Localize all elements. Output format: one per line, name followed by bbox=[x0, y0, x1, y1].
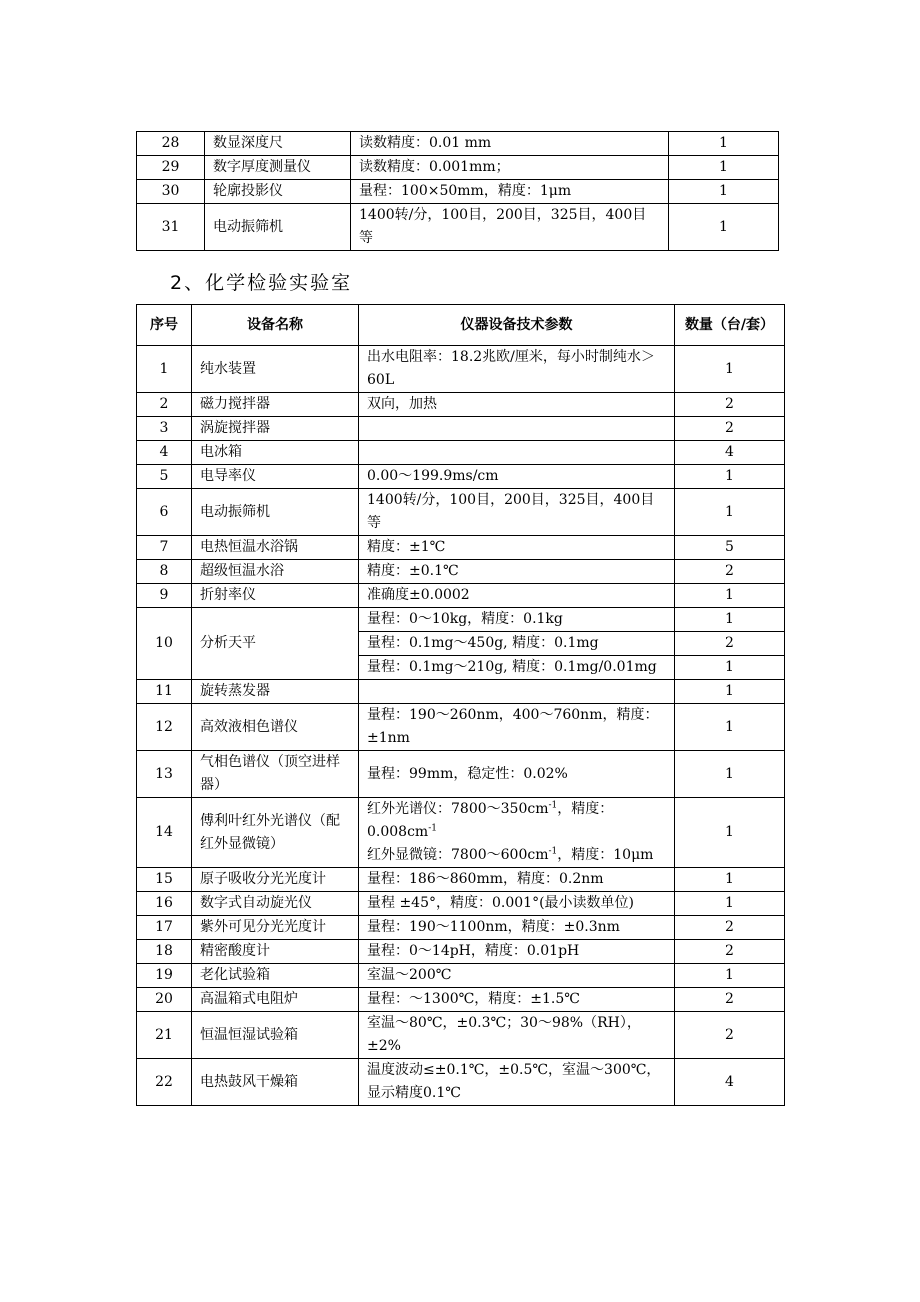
equipment-qty: 4 bbox=[675, 441, 785, 465]
equipment-spec: 读数精度：0.001mm； bbox=[351, 156, 669, 180]
equipment-name: 电动振筛机 bbox=[205, 204, 351, 251]
equipment-qty: 1 bbox=[675, 584, 785, 608]
equipment-name: 数显深度尺 bbox=[205, 132, 351, 156]
equipment-qty: 1 bbox=[675, 465, 785, 489]
equipment-spec: 量程：0.1mg～450g, 精度：0.1mg bbox=[359, 632, 675, 656]
table-row bbox=[137, 916, 785, 940]
row-number: 8 bbox=[137, 560, 192, 584]
equipment-name: 轮廓投影仪 bbox=[205, 180, 351, 204]
equipment-name: 分析天平 bbox=[192, 608, 359, 680]
row-number: 18 bbox=[137, 940, 192, 964]
equipment-name: 数字式自动旋光仪 bbox=[192, 892, 359, 916]
table-row bbox=[137, 465, 785, 489]
header-number: 序号 bbox=[137, 305, 192, 346]
row-number: 14 bbox=[137, 798, 192, 868]
superscript: -1 bbox=[548, 846, 558, 857]
equipment-name: 气相色谱仪（顶空进样器） bbox=[192, 751, 359, 798]
equipment-name: 电导率仪 bbox=[192, 465, 359, 489]
row-number: 13 bbox=[137, 751, 192, 798]
equipment-spec: 量程：190～1100nm，精度：±0.3nm bbox=[359, 916, 675, 940]
equipment-qty: 1 bbox=[675, 656, 785, 680]
equipment-qty: 1 bbox=[675, 751, 785, 798]
equipment-qty: 1 bbox=[675, 798, 785, 868]
equipment-spec: 量程：190～260nm，400～760nm，精度：±1nm bbox=[359, 704, 675, 751]
row-number: 15 bbox=[137, 868, 192, 892]
table-row bbox=[137, 798, 785, 868]
row-number: 22 bbox=[137, 1059, 192, 1106]
equipment-name: 老化试验箱 bbox=[192, 964, 359, 988]
equipment-qty: 2 bbox=[675, 632, 785, 656]
equipment-spec: 量程：186～860mm，精度：0.2nm bbox=[359, 868, 675, 892]
equipment-spec: 量程 ±45°，精度：0.001°(最小读数单位) bbox=[359, 892, 675, 916]
spec-text: 红外显微镜：7800～600cm bbox=[367, 847, 549, 863]
equipment-qty: 1 bbox=[675, 489, 785, 536]
equipment-name: 电冰箱 bbox=[192, 441, 359, 465]
row-number: 20 bbox=[137, 988, 192, 1012]
superscript: -1 bbox=[548, 800, 558, 811]
table-row bbox=[137, 417, 785, 441]
equipment-name: 折射率仪 bbox=[192, 584, 359, 608]
row-number: 28 bbox=[137, 132, 205, 156]
table-row bbox=[137, 868, 785, 892]
section-heading: 2、化学检验实验室 bbox=[170, 272, 353, 294]
header-qty: 数量（台/套） bbox=[675, 305, 785, 346]
equipment-name: 涡旋搅拌器 bbox=[192, 417, 359, 441]
equipment-qty: 2 bbox=[675, 393, 785, 417]
table-row bbox=[137, 536, 785, 560]
equipment-qty: 1 bbox=[675, 964, 785, 988]
equipment-name: 恒温恒湿试验箱 bbox=[192, 1012, 359, 1059]
equipment-name: 纯水装置 bbox=[192, 346, 359, 393]
row-number: 12 bbox=[137, 704, 192, 751]
equipment-spec: 精度：±1℃ bbox=[359, 536, 675, 560]
equipment-spec bbox=[359, 441, 675, 465]
equipment-spec: 量程：0～10kg，精度：0.1kg bbox=[359, 608, 675, 632]
table-row bbox=[137, 1059, 785, 1106]
row-number: 10 bbox=[137, 608, 192, 680]
row-number: 9 bbox=[137, 584, 192, 608]
equipment-name: 旋转蒸发器 bbox=[192, 680, 359, 704]
equipment-qty: 1 bbox=[669, 180, 779, 204]
equipment-name: 原子吸收分光光度计 bbox=[192, 868, 359, 892]
table-row bbox=[137, 964, 785, 988]
equipment-spec: 准确度±0.0002 bbox=[359, 584, 675, 608]
table-row bbox=[137, 204, 779, 251]
equipment-qty: 2 bbox=[675, 417, 785, 441]
table-header-row bbox=[137, 305, 785, 346]
equipment-qty: 1 bbox=[669, 156, 779, 180]
equipment-spec: 双向，加热 bbox=[359, 393, 675, 417]
equipment-qty: 2 bbox=[675, 988, 785, 1012]
equipment-name: 电热鼓风干燥箱 bbox=[192, 1059, 359, 1106]
equipment-spec: 1400转/分，100目，200目，325目，400目等 bbox=[351, 204, 669, 251]
equipment-qty: 1 bbox=[675, 346, 785, 393]
table-row bbox=[137, 704, 785, 751]
row-number: 16 bbox=[137, 892, 192, 916]
row-number: 29 bbox=[137, 156, 205, 180]
equipment-name: 精密酸度计 bbox=[192, 940, 359, 964]
row-number: 21 bbox=[137, 1012, 192, 1059]
spec-text: 红外光谱仪：7800～350cm bbox=[367, 801, 549, 817]
row-number: 17 bbox=[137, 916, 192, 940]
row-number: 2 bbox=[137, 393, 192, 417]
equipment-name: 电热恒温水浴锅 bbox=[192, 536, 359, 560]
table-row bbox=[137, 132, 779, 156]
table-row bbox=[137, 751, 785, 798]
table-chemical-lab-equipment bbox=[136, 304, 785, 1106]
equipment-qty: 1 bbox=[669, 204, 779, 251]
equipment-qty: 2 bbox=[675, 916, 785, 940]
equipment-name: 高效液相色谱仪 bbox=[192, 704, 359, 751]
table-row bbox=[137, 680, 785, 704]
table-row bbox=[137, 393, 785, 417]
equipment-name: 磁力搅拌器 bbox=[192, 393, 359, 417]
table-row bbox=[137, 560, 785, 584]
row-number: 6 bbox=[137, 489, 192, 536]
equipment-spec bbox=[359, 680, 675, 704]
equipment-spec: 量程：～1300℃，精度：±1.5℃ bbox=[359, 988, 675, 1012]
equipment-spec: 温度波动≤±0.1℃，±0.5℃，室温～300℃，显示精度0.1℃ bbox=[359, 1059, 675, 1106]
row-number: 30 bbox=[137, 180, 205, 204]
equipment-qty: 2 bbox=[675, 560, 785, 584]
equipment-name: 电动振筛机 bbox=[192, 489, 359, 536]
equipment-qty: 1 bbox=[675, 680, 785, 704]
table-row bbox=[137, 441, 785, 465]
equipment-spec: 1400转/分，100目，200目，325目，400目等 bbox=[359, 489, 675, 536]
table-row bbox=[137, 892, 785, 916]
row-number: 3 bbox=[137, 417, 192, 441]
table-row bbox=[137, 584, 785, 608]
row-number: 1 bbox=[137, 346, 192, 393]
table-row bbox=[137, 940, 785, 964]
equipment-spec: 量程：0～14pH，精度：0.01pH bbox=[359, 940, 675, 964]
table-row bbox=[137, 180, 779, 204]
equipment-qty: 2 bbox=[675, 940, 785, 964]
table-row bbox=[137, 988, 785, 1012]
equipment-spec: 量程：0.1mg～210g, 精度：0.1mg/0.01mg bbox=[359, 656, 675, 680]
equipment-spec: 0.00～199.9ms/cm bbox=[359, 465, 675, 489]
table-row bbox=[137, 1012, 785, 1059]
row-number: 11 bbox=[137, 680, 192, 704]
equipment-qty: 1 bbox=[675, 892, 785, 916]
equipment-name: 紫外可见分光光度计 bbox=[192, 916, 359, 940]
row-number: 19 bbox=[137, 964, 192, 988]
table-row bbox=[137, 156, 779, 180]
header-spec: 仪器设备技术参数 bbox=[359, 305, 675, 346]
equipment-spec: 读数精度：0.01 mm bbox=[351, 132, 669, 156]
spec-text: ，精度：0.008cm bbox=[367, 801, 614, 840]
equipment-spec bbox=[359, 798, 675, 868]
equipment-name: 高温箱式电阻炉 bbox=[192, 988, 359, 1012]
table-row bbox=[137, 489, 785, 536]
header-name: 设备名称 bbox=[192, 305, 359, 346]
table-row bbox=[137, 346, 785, 393]
spec-text: ，精度：10μm bbox=[557, 847, 654, 863]
equipment-spec: 量程：100×50mm，精度：1μm bbox=[351, 180, 669, 204]
equipment-qty: 2 bbox=[675, 1012, 785, 1059]
equipment-spec: 室温～80℃，±0.3℃；30～98%（RH），±2% bbox=[359, 1012, 675, 1059]
table-measuring-equipment bbox=[136, 131, 779, 251]
row-number: 31 bbox=[137, 204, 205, 251]
table-row bbox=[137, 608, 785, 632]
row-number: 4 bbox=[137, 441, 192, 465]
row-number: 7 bbox=[137, 536, 192, 560]
equipment-qty: 1 bbox=[675, 704, 785, 751]
equipment-name: 数字厚度测量仪 bbox=[205, 156, 351, 180]
equipment-spec: 精度：±0.1℃ bbox=[359, 560, 675, 584]
equipment-name: 超级恒温水浴 bbox=[192, 560, 359, 584]
equipment-qty: 1 bbox=[675, 868, 785, 892]
equipment-name: 傅利叶红外光谱仪（配红外显微镜） bbox=[192, 798, 359, 868]
equipment-spec: 室温～200℃ bbox=[359, 964, 675, 988]
superscript: -1 bbox=[428, 823, 437, 834]
equipment-qty: 1 bbox=[669, 132, 779, 156]
equipment-qty: 1 bbox=[675, 608, 785, 632]
equipment-qty: 4 bbox=[675, 1059, 785, 1106]
row-number: 5 bbox=[137, 465, 192, 489]
equipment-spec bbox=[359, 417, 675, 441]
equipment-qty: 5 bbox=[675, 536, 785, 560]
equipment-spec: 量程：99mm，稳定性：0.02% bbox=[359, 751, 675, 798]
equipment-spec: 出水电阻率：18.2兆欧/厘米，每小时制纯水＞60L bbox=[359, 346, 675, 393]
